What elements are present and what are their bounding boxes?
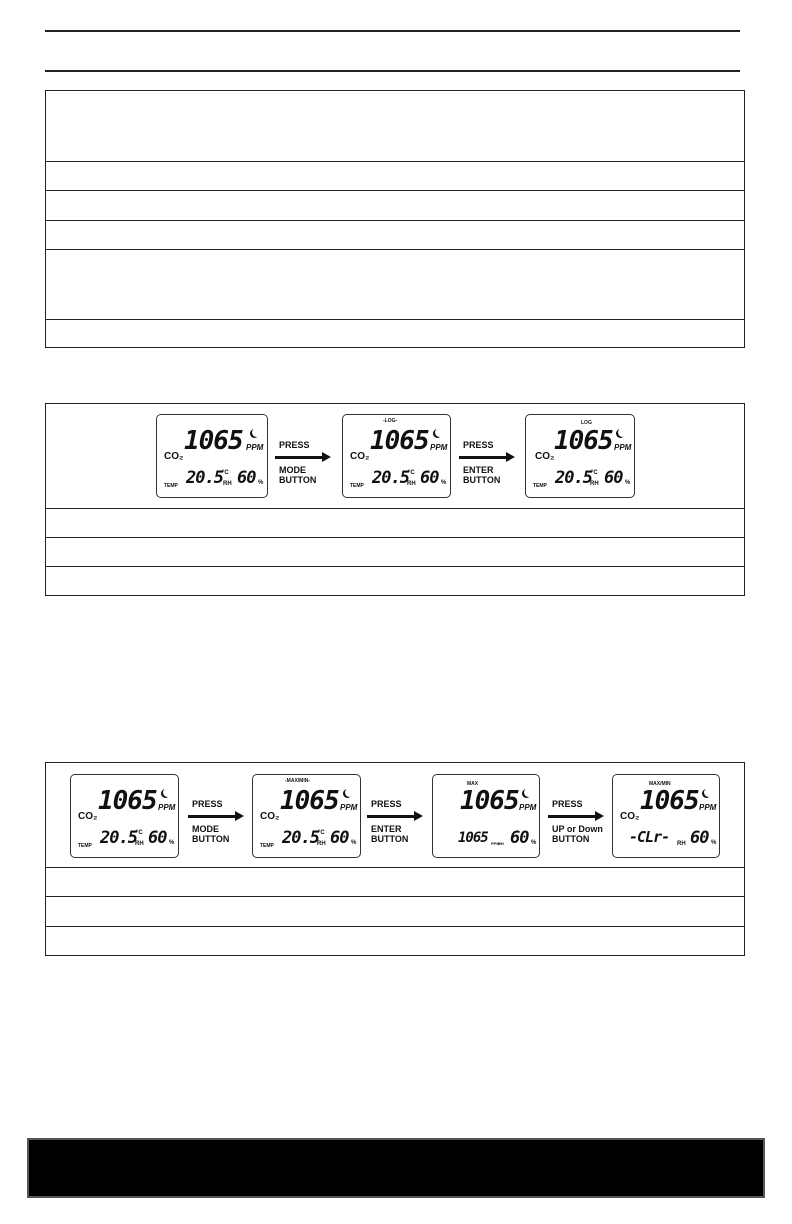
arrow-shaft [459, 456, 507, 459]
arrow-label-line2: MODE [279, 465, 306, 475]
arrow-label-line3: BUTTON [371, 834, 409, 844]
rh-label: RH [677, 841, 686, 847]
table-row [46, 190, 744, 220]
temp-unit: °C [136, 830, 143, 836]
arrow-label-line3: BUTTON [463, 475, 501, 485]
table-row [46, 566, 744, 595]
table-row [46, 220, 744, 249]
temp-label: TEMP [164, 483, 178, 489]
temp-label: TEMP [350, 483, 364, 489]
co2-label: CO₂ [260, 811, 280, 822]
arrow-press-enter [459, 440, 519, 490]
moon-icon [252, 428, 261, 437]
percent-unit: % [169, 840, 175, 846]
temp-label: TEMP [78, 843, 92, 849]
rh-reading: 60 [420, 468, 439, 488]
ppm-unit: PPM [158, 803, 176, 812]
arrow-label-line3: BUTTON [279, 475, 317, 485]
co2-label: CO₂ [164, 451, 184, 462]
temp-label: TEMP [533, 483, 547, 489]
arrow-label-line1: PRESS [279, 440, 310, 450]
rh-label: RH [135, 841, 144, 847]
co2-reading: 1065 [280, 786, 339, 816]
table-row [46, 867, 744, 896]
ppm-unit: PPM [614, 443, 632, 452]
arrow-label-line2: MODE [192, 824, 219, 834]
ppm-unit: PPM [699, 803, 717, 812]
rh-reading: 60 [510, 828, 529, 848]
arrow-shaft [275, 456, 323, 459]
percent-unit: % [351, 840, 357, 846]
rh-label: RH [590, 481, 599, 487]
table-3 [45, 762, 745, 956]
arrow-right-icon [235, 811, 244, 821]
temp-label: TEMP [260, 843, 274, 849]
co2-reading: 1065 [640, 786, 699, 816]
percent-unit: % [625, 480, 631, 486]
arrow-label-line2: UP or Down [552, 824, 603, 834]
arrow-press-mode [275, 440, 335, 490]
ppm-unit: PPM [519, 803, 537, 812]
lcd-display [156, 414, 268, 498]
arrow-right-icon [322, 452, 331, 462]
table-row [46, 926, 744, 955]
mode-indicator: -MAX/MIN- [285, 778, 310, 784]
arrow-press-enter [367, 799, 427, 849]
moon-icon [345, 788, 354, 797]
moon-icon [618, 428, 627, 437]
rh-reading: 60 [690, 828, 709, 848]
percent-unit: % [711, 840, 717, 846]
figure-maxmin-sequence [46, 763, 744, 867]
lcd-display [342, 414, 451, 498]
table-row [46, 896, 744, 926]
temp-unit: °C [591, 470, 598, 476]
temp-unit: °C [408, 470, 415, 476]
arrow-label-line1: PRESS [192, 799, 223, 809]
rh-label: RH [407, 481, 416, 487]
table-row [46, 319, 744, 347]
rh-reading: 60 [330, 828, 349, 848]
moon-icon [524, 788, 533, 797]
table-1 [45, 90, 745, 348]
co2-reading: 1065 [460, 786, 519, 816]
arrow-press-mode [188, 799, 248, 849]
arrow-label-line2: ENTER [371, 824, 402, 834]
lcd-display [432, 774, 540, 858]
arrow-label-line1: PRESS [463, 440, 494, 450]
temp-unit: °C [318, 830, 325, 836]
table-row [46, 91, 744, 161]
moon-icon [435, 428, 444, 437]
lcd-display [70, 774, 179, 858]
mode-indicator: LOG [581, 420, 592, 426]
percent-unit: % [531, 840, 537, 846]
arrow-label-line3: BUTTON [192, 834, 230, 844]
co2-blinking-label: CO₂ [535, 451, 555, 462]
table-2 [45, 403, 745, 596]
arrow-shaft [367, 815, 415, 818]
temp-reading: 20.5 [282, 828, 319, 848]
mode-indicator: -LOG- [383, 418, 398, 424]
arrow-shaft [548, 815, 596, 818]
rh-label: RH [498, 841, 504, 846]
temp-reading: 20.5 [186, 468, 223, 488]
header-rule-bottom [45, 70, 740, 72]
lcd-display [525, 414, 635, 498]
percent-unit: % [258, 480, 264, 486]
secondary-co2-reading: 1065 [458, 830, 488, 846]
temp-unit: °C [222, 470, 229, 476]
lcd-display [252, 774, 361, 858]
clear-prompt: -CLr- [629, 828, 670, 846]
co2-label: CO₂ [78, 811, 98, 822]
arrow-right-icon [595, 811, 604, 821]
co2-reading: 1065 [98, 786, 157, 816]
arrow-right-icon [414, 811, 423, 821]
arrow-shaft [188, 815, 236, 818]
table-row [46, 161, 744, 190]
percent-unit: % [441, 480, 447, 486]
arrow-label-line1: PRESS [552, 799, 583, 809]
arrow-label-line3: BUTTON [552, 834, 590, 844]
temp-reading: 20.5 [372, 468, 409, 488]
arrow-right-icon [506, 452, 515, 462]
table-row [46, 508, 744, 537]
table-row [46, 249, 744, 319]
co2-label: CO₂ [350, 451, 370, 462]
rh-reading: 60 [148, 828, 167, 848]
secondary-ppm-unit: PPM [491, 841, 500, 846]
moon-icon [704, 788, 713, 797]
arrow-press-up-down [548, 799, 612, 849]
co2-reading: 1065 [184, 426, 243, 456]
rh-label: RH [223, 481, 232, 487]
rh-reading: 60 [237, 468, 256, 488]
table-row [46, 537, 744, 566]
figure-log-sequence [46, 404, 744, 508]
moon-icon [163, 788, 172, 797]
arrow-label-line1: PRESS [371, 799, 402, 809]
co2-label: CO₂ [620, 811, 640, 822]
mode-indicator: MAX [467, 781, 479, 787]
ppm-unit: PPM [246, 443, 264, 452]
lcd-display [612, 774, 720, 858]
arrow-label-line2: ENTER [463, 465, 494, 475]
header-rule-top [45, 30, 740, 32]
temp-reading: 20.5 [100, 828, 137, 848]
co2-reading: 1065 [554, 426, 613, 456]
mode-indicator: MAX/MIN [649, 781, 671, 787]
co2-reading: 1065 [370, 426, 429, 456]
temp-reading: 20.5 [555, 468, 592, 488]
rh-label: RH [317, 841, 326, 847]
rh-reading: 60 [604, 468, 623, 488]
ppm-unit: PPM [430, 443, 448, 452]
ppm-unit: PPM [340, 803, 358, 812]
footer-bar [27, 1138, 765, 1198]
